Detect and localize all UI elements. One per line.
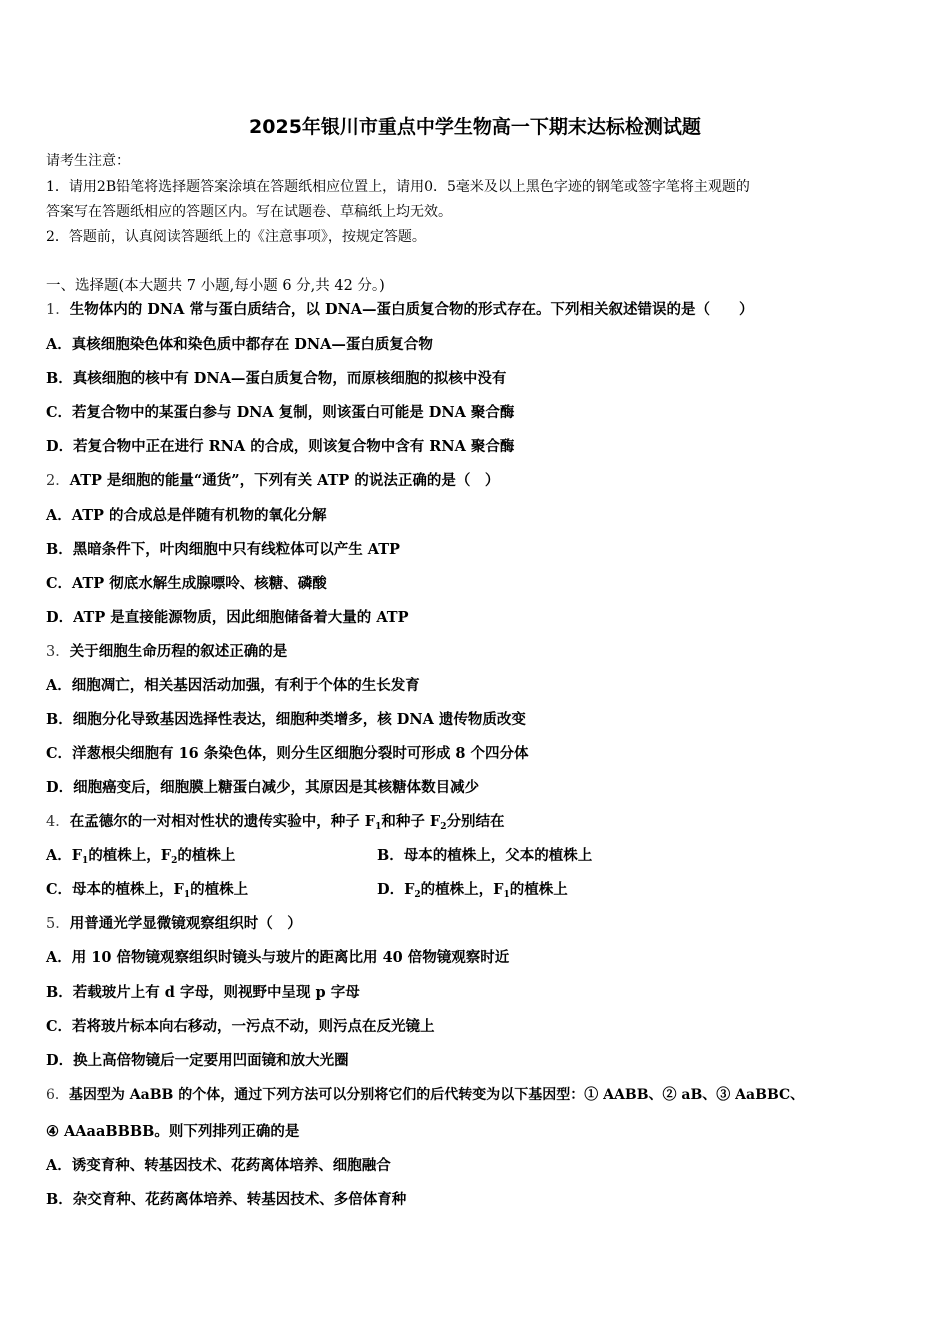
question-stem: 用普通光学显微镜观察组织时（ ） xyxy=(69,915,302,932)
notice-line-1a: 1．请用2B铅笔将选择题答案涂填在答题纸相应位置上，请用0．5毫米及以上黑色字迹的钢笔或签字笔将主观题的 xyxy=(46,179,750,195)
section-heading: 一、选择题(本大题共 7 小题,每小题 6 分,共 42 分。) xyxy=(46,278,385,294)
option-text: 的植株上 xyxy=(177,847,236,864)
question-1 xyxy=(46,300,754,320)
option-text: 的植株上，F xyxy=(420,881,504,898)
subscript: 1 xyxy=(503,890,510,900)
q6-option-b: B．杂交育种、花药离体培养、转基因技术、多倍体育种 xyxy=(46,1191,407,1208)
option-text: 的植株上 xyxy=(509,881,568,898)
question-number: 1． xyxy=(46,302,70,318)
q5-option-d: D．换上高倍物镜后一定要用凹面镜和放大光圈 xyxy=(46,1052,349,1069)
subscript: 1 xyxy=(375,822,382,832)
q2-option-c: C．ATP 彻底水解生成腺嘌呤、核糖、磷酸 xyxy=(46,575,327,592)
question-4 xyxy=(46,812,504,832)
q4-option-d xyxy=(377,880,568,900)
question-stem: 在孟德尔的一对相对性状的遗传实验中，种子 F xyxy=(69,813,376,830)
q3-option-c: C．洋葱根尖细胞有 16 条染色体，则分生区细胞分裂时可形成 8 个四分体 xyxy=(46,745,529,762)
q3-option-a: A．细胞凋亡，相关基因活动加强，有利于个体的生长发育 xyxy=(46,677,420,694)
subscript: 2 xyxy=(440,822,447,832)
q1-option-c: C．若复合物中的某蛋白参与 DNA 复制，则该蛋白可能是 DNA 聚合酶 xyxy=(46,404,515,421)
q4-option-c xyxy=(46,880,248,900)
q5-option-a: A．用 10 倍物镜观察组织时镜头与玻片的距离比用 40 倍物镜观察时近 xyxy=(46,949,510,966)
question-number: 4． xyxy=(46,814,70,830)
option-text: 的植株上，F xyxy=(88,847,172,864)
q1-option-d: D．若复合物中正在进行 RNA 的合成，则该复合物中含有 RNA 聚合酶 xyxy=(46,438,515,455)
question-number: 3． xyxy=(46,644,70,660)
q3-option-d: D．细胞癌变后，细胞膜上糖蛋白减少，其原因是其核糖体数目减少 xyxy=(46,779,480,796)
question-6-continued: ④ AAaaBBBB。则下列排列正确的是 xyxy=(46,1123,300,1140)
question-5 xyxy=(46,914,302,934)
question-2 xyxy=(46,471,499,491)
subscript: 1 xyxy=(82,856,89,866)
q3-option-b: B．细胞分化导致基因选择性表达，细胞种类增多，核 DNA 遗传物质改变 xyxy=(46,711,526,728)
q2-option-a: A．ATP 的合成总是伴随有机物的氧化分解 xyxy=(46,507,327,524)
q1-option-a: A．真核细胞染色体和染色质中都存在 DNA—蛋白质复合物 xyxy=(46,336,433,353)
q5-option-c: C．若将玻片标本向右移动，一污点不动，则污点在反光镜上 xyxy=(46,1018,435,1035)
notice-line-2: 2．答题前，认真阅读答题纸上的《注意事项》，按规定答题。 xyxy=(46,229,426,245)
question-stem: 分别结在 xyxy=(446,813,505,830)
option-text: D．F xyxy=(377,881,415,898)
question-stem: 生物体内的 DNA 常与蛋白质结合，以 DNA—蛋白质复合物的形式存在。下列相关叙述错误的是（ ） xyxy=(69,301,754,318)
q2-option-b: B．黑暗条件下，叶肉细胞中只有线粒体可以产生 ATP xyxy=(46,541,400,558)
q1-option-b: B．真核细胞的核中有 DNA—蛋白质复合物，而原核细胞的拟核中没有 xyxy=(46,370,507,387)
question-number: 5． xyxy=(46,916,70,932)
question-stem: ATP 是细胞的能量“通货”，下列有关 ATP 的说法正确的是（ ） xyxy=(69,472,500,489)
q4-option-a xyxy=(46,846,235,866)
question-number: 6． xyxy=(46,1087,69,1103)
q4-option-b: B．母本的植株上，父本的植株上 xyxy=(377,847,593,864)
subscript: 1 xyxy=(183,890,191,900)
subscript: 2 xyxy=(171,856,178,866)
question-number: 2． xyxy=(46,473,70,489)
option-text: C．母本的植株上，F xyxy=(46,881,184,898)
question-stem: 关于细胞生命历程的叙述正确的是 xyxy=(69,643,288,660)
option-text: 的植株上 xyxy=(190,881,249,898)
subscript: 2 xyxy=(414,890,421,900)
question-6 xyxy=(46,1085,804,1105)
question-stem: 基因型为 AaBB 的个体，通过下列方法可以分别将它们的后代转变为以下基因型：① AABB、② aB、③ AaBBC、 xyxy=(68,1087,805,1103)
question-stem: 和种子 F xyxy=(381,813,441,830)
q2-option-d: D．ATP 是直接能源物质，因此细胞储备着大量的 ATP xyxy=(46,609,409,626)
q6-option-a: A．诱变育种、转基因技术、花药离体培养、细胞融合 xyxy=(46,1157,391,1174)
notice-heading: 请考生注意： xyxy=(46,153,130,169)
q5-option-b: B．若载玻片上有 d 字母，则视野中呈现 p 字母 xyxy=(46,984,360,1001)
option-text: A．F xyxy=(46,847,83,864)
question-3 xyxy=(46,642,287,662)
notice-line-1b: 答案写在答题纸相应的答题区内。写在试题卷、草稿纸上均无效。 xyxy=(46,204,452,220)
page-title: 2025年银川市重点中学生物高一下期末达标检测试题 xyxy=(249,116,701,138)
